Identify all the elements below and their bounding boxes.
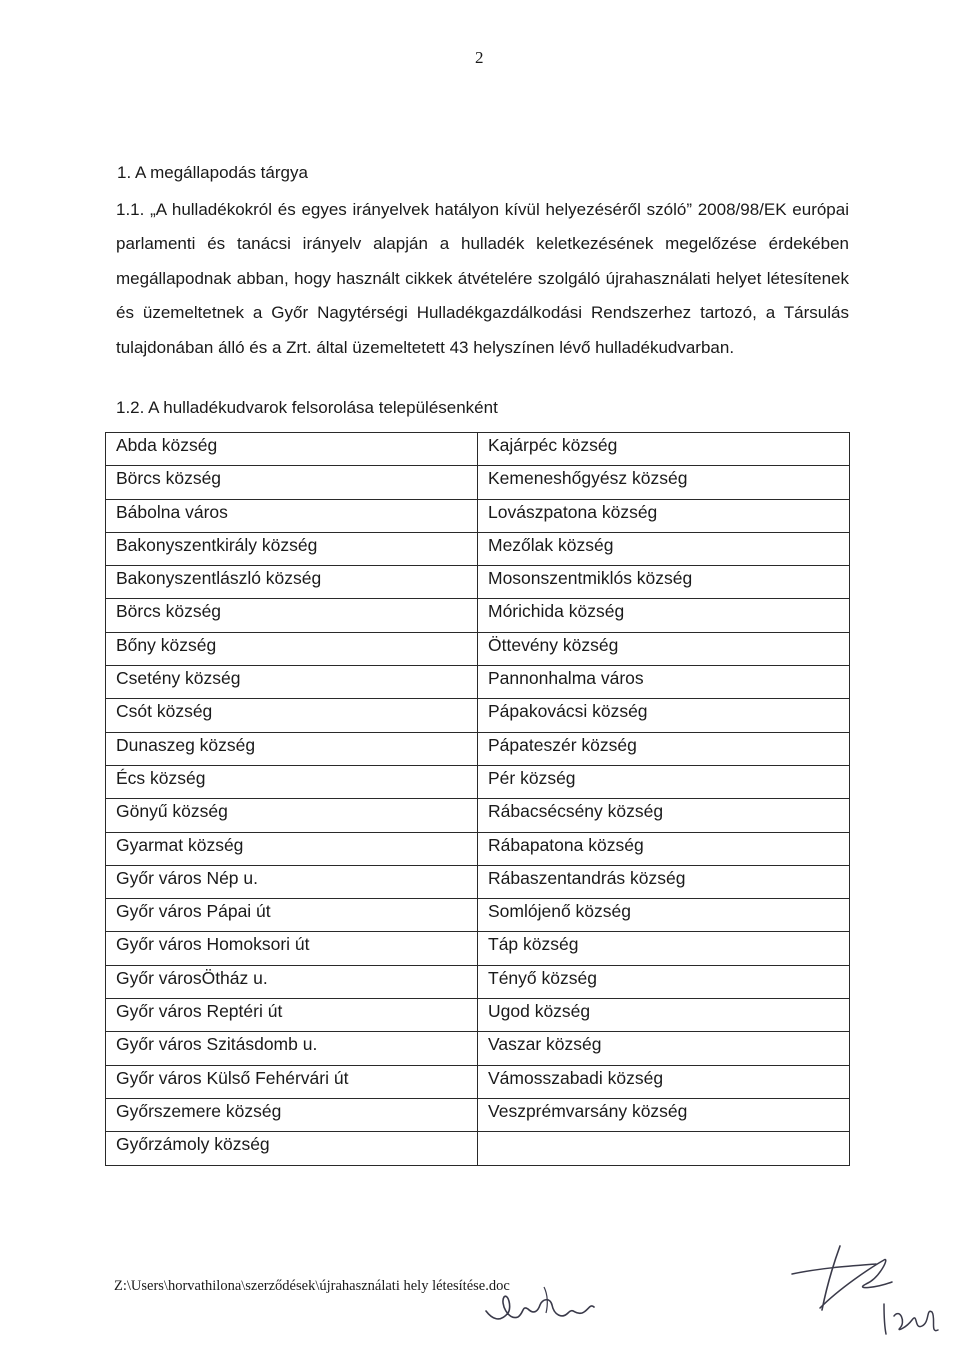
settlement-cell-right: Kemeneshőgyész község — [478, 466, 850, 499]
settlement-cell-right: Pannonhalma város — [478, 666, 850, 699]
settlement-cell-left: Győrszemere község — [106, 1098, 478, 1131]
table-row — [106, 832, 850, 865]
table-row — [106, 532, 850, 565]
table-row — [106, 799, 850, 832]
settlement-cell-right: Pápakovácsi község — [478, 699, 850, 732]
settlement-cell-right: Vámosszabadi község — [478, 1065, 850, 1098]
settlement-cell-left: Bőny község — [106, 632, 478, 665]
table-row — [106, 499, 850, 532]
settlement-cell-left: Bakonyszentkirály község — [106, 532, 478, 565]
table-row — [106, 699, 850, 732]
table-row — [106, 632, 850, 665]
settlement-cell-left: Győr város Homoksori út — [106, 932, 478, 965]
page-number: 2 — [475, 48, 484, 67]
settlement-cell-left: Győr városÖtház u. — [106, 965, 478, 998]
table-row — [106, 433, 850, 466]
waste-yard-table — [105, 432, 850, 1166]
table-row — [106, 566, 850, 599]
settlement-cell-right: Ugod község — [478, 999, 850, 1032]
settlement-cell-left: Börcs község — [106, 466, 478, 499]
settlement-cell-left: Csót község — [106, 699, 478, 732]
handwritten-initials-center — [478, 1283, 608, 1333]
handwritten-signature-right — [780, 1238, 950, 1338]
table-row — [106, 666, 850, 699]
table-row — [106, 1098, 850, 1131]
table-row — [106, 965, 850, 998]
settlement-cell-right — [478, 1132, 850, 1165]
settlement-cell-left: Győr város Külső Fehérvári út — [106, 1065, 478, 1098]
table-row — [106, 765, 850, 798]
settlement-cell-right: Pér község — [478, 765, 850, 798]
settlement-cell-right: Vaszar község — [478, 1032, 850, 1065]
table-row — [106, 1032, 850, 1065]
settlement-cell-right: Rábacsécsény község — [478, 799, 850, 832]
settlement-cell-left: Csetény község — [106, 666, 478, 699]
settlement-cell-left: Győr város Pápai út — [106, 899, 478, 932]
settlement-cell-left: Bábolna város — [106, 499, 478, 532]
section-title: 1. A megállapodás tárgya — [117, 163, 308, 182]
paragraph-1-1: 1.1. „A hulladékokról és egyes irányelvek hatályon kívül helyezéséről szóló” 2008/98/EK európai parlamenti és tanácsi irányelv alapján a hulladék keletkezésének megelőzése érdekében megállapodnak abban, hogy használt cikkek átvételére szolgáló újrahasználati helyet létesítenek és üzemeltetnek a Győr Nagytérségi Hulladékgazdálkodási Rendszerhez tartozó, a Társulás tulajdonában álló és a Zrt. által üzemeltetett 43 helyszínen lévő hulladékudvarban. — [116, 200, 849, 357]
table-row — [106, 466, 850, 499]
settlement-cell-right: Mosonszentmiklós község — [478, 566, 850, 599]
settlement-cell-right: Pápateszér község — [478, 732, 850, 765]
settlement-cell-left: Győr város Reptéri út — [106, 999, 478, 1032]
table-row — [106, 1065, 850, 1098]
settlement-cell-left: Dunaszeg község — [106, 732, 478, 765]
settlement-cell-right: Rábapatona község — [478, 832, 850, 865]
subsection-title: 1.2. A hulladékudvarok felsorolása településenként — [116, 398, 498, 417]
settlement-cell-left: Bakonyszentlászló község — [106, 566, 478, 599]
settlement-cell-right: Somlójenő község — [478, 899, 850, 932]
settlement-cell-right: Táp község — [478, 932, 850, 965]
footer-file-path: Z:\Users\horvathilona\szerződések\újrahasználati hely létesítése.doc — [114, 1278, 510, 1294]
table-row — [106, 999, 850, 1032]
settlement-cell-right: Öttevény község — [478, 632, 850, 665]
settlement-cell-right: Mórichida község — [478, 599, 850, 632]
table-row — [106, 932, 850, 965]
settlement-cell-right: Mezőlak község — [478, 532, 850, 565]
settlement-cell-right: Kajárpéc község — [478, 433, 850, 466]
settlement-cell-left: Győr város Nép u. — [106, 865, 478, 898]
settlement-cell-left: Abda község — [106, 433, 478, 466]
table-row — [106, 1132, 850, 1165]
table-row — [106, 599, 850, 632]
settlement-cell-left: Gyarmat község — [106, 832, 478, 865]
table-row — [106, 732, 850, 765]
settlement-cell-right: Lovászpatona község — [478, 499, 850, 532]
settlement-cell-left: Börcs község — [106, 599, 478, 632]
settlement-cell-left: Écs község — [106, 765, 478, 798]
settlement-cell-right: Tényő község — [478, 965, 850, 998]
settlement-cell-left: Győr város Szitásdomb u. — [106, 1032, 478, 1065]
table-row — [106, 899, 850, 932]
table-row — [106, 865, 850, 898]
settlement-cell-right: Rábaszentandrás község — [478, 865, 850, 898]
settlement-cell-left: Győrzámoly község — [106, 1132, 478, 1165]
settlement-cell-right: Veszprémvarsány község — [478, 1098, 850, 1131]
settlement-cell-left: Gönyű község — [106, 799, 478, 832]
